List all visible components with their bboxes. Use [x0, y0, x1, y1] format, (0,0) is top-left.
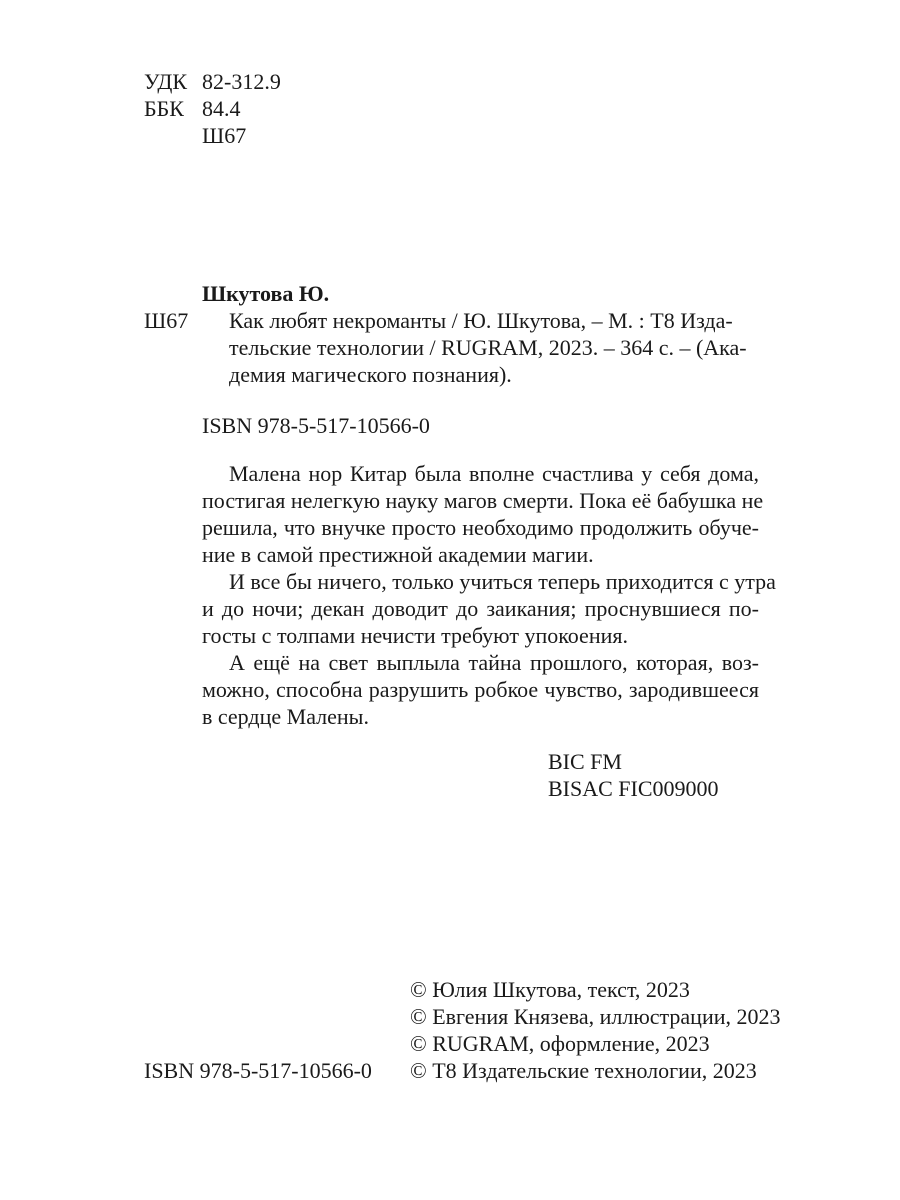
annotation-line: можно, способна разрушить робкое чувство, зародившееся	[202, 677, 759, 702]
annotation-line: госты с толпами нечисти требуют упокоения.	[202, 623, 628, 648]
record-author: Шкутова Ю.	[202, 281, 330, 306]
record-description	[229, 307, 760, 388]
annotation-line: решила, что внучке просто необходимо продолжить обуче-	[202, 515, 759, 540]
copyright-block	[410, 976, 781, 1084]
annotation-line: Малена нор Китар была вполне счастлива у себя дома,	[229, 461, 759, 486]
copyright-line: © Евгения Князева, иллюстрации, 2023	[410, 1004, 781, 1029]
copyright-line: © Юлия Шкутова, текст, 2023	[410, 977, 690, 1002]
annotation	[202, 460, 776, 730]
record-line: Как любят некроманты / Ю. Шкутова, – М. : Т8 Изда-	[229, 308, 733, 333]
author-mark-row	[144, 122, 246, 149]
copyright-line: © RUGRAM, оформление, 2023	[410, 1031, 710, 1056]
annotation-line: ние в самой престижной академии магии.	[202, 542, 594, 567]
udk-row	[144, 68, 281, 95]
bbk-value: 84.4	[202, 96, 241, 121]
udk-value: 82-312.9	[202, 69, 281, 94]
record-code: Ш67	[144, 308, 189, 333]
bbk-label: ББК	[144, 96, 184, 121]
isbn-bottom: ISBN 978-5-517-10566-0	[144, 1058, 372, 1083]
annotation-line: А ещё на свет выплыла тайна прошлого, которая, воз-	[229, 650, 759, 675]
author-mark: Ш67	[202, 123, 247, 148]
bbk-row	[144, 95, 241, 122]
record-isbn: ISBN 978-5-517-10566-0	[202, 413, 430, 438]
annotation-line: постигая нелегкую науку магов смерти. Пока её бабушка не	[202, 488, 764, 513]
copyright-line: © Т8 Издательские технологии, 2023	[410, 1058, 757, 1083]
annotation-line: и до ночи; декан доводит до заикания; проснувшиеся по-	[202, 596, 759, 621]
annotation-line: в сердце Малены.	[202, 704, 369, 729]
record-line: демия магического познания).	[229, 362, 512, 387]
bic-code: BIC FM	[548, 749, 622, 774]
bisac-code: BISAC FIC009000	[548, 776, 719, 801]
udk-label: УДК	[144, 69, 188, 94]
record-line: тельские технологии / RUGRAM, 2023. – 364 с. – (Ака-	[229, 335, 747, 360]
annotation-line: И все бы ничего, только учиться теперь приходится с утра	[229, 569, 776, 594]
